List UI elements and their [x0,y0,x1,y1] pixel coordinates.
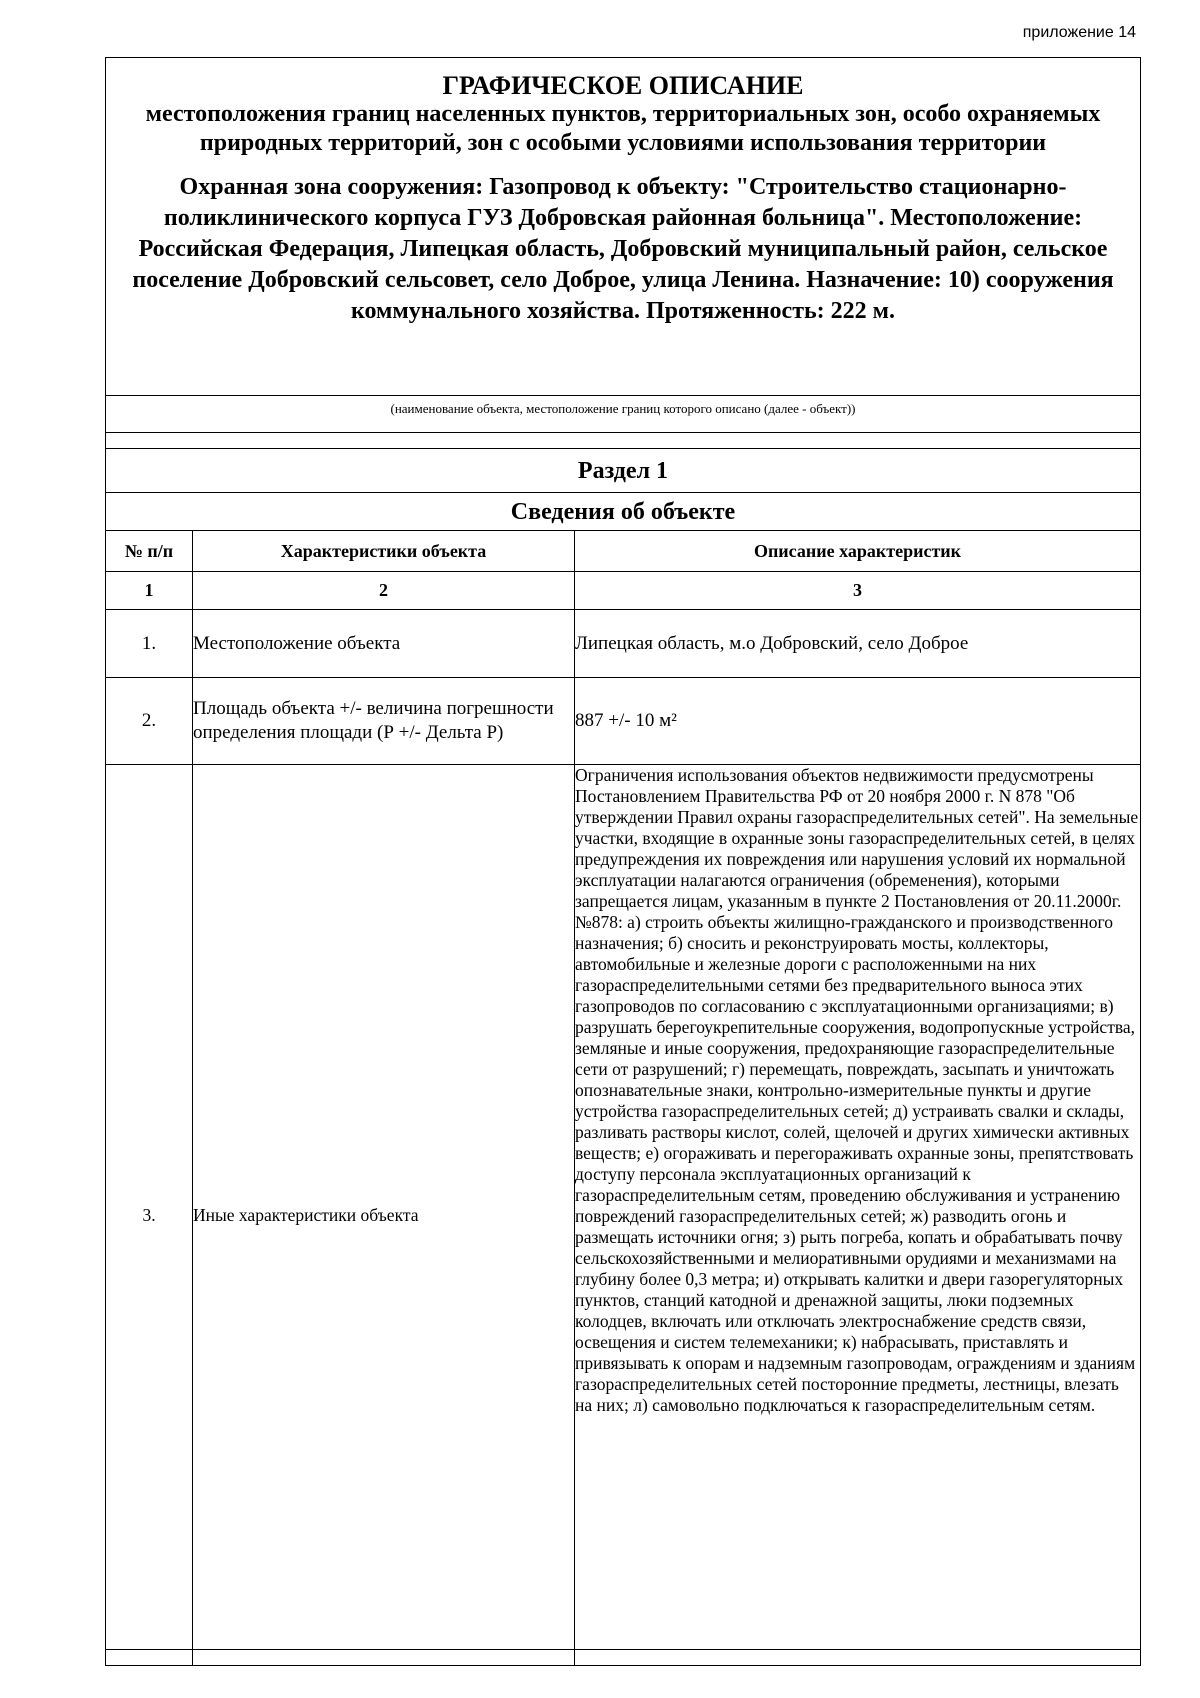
document-frame [105,57,1141,1650]
column-number: 1 [106,572,193,610]
document-header [106,58,1140,327]
characteristic-value: 887 +/- 10 м² [575,678,1141,765]
characteristic-value: Ограничения использования объектов недвижимости предусмотрены Постановлением Правительства РФ от 20 ноября 2000 г. N 878 "Об утверждении Правил охраны газораспределительных сетей". На земельные участки, входящие в охранные зоны газораспределительных сетей, в целях предупреждения их повреждения или нарушения условий их нормальной эксплуатации налагаются ограничения (обременения), которыми запрещается лицам, указанным в пункте 2 Постановления от 20.11.2000г. №878: а) строить объекты жилищно-гражданского и производственного назначения; б) сносить и реконструировать мосты, коллекторы, автомобильные и железные дороги с расположенными на них газораспределительными сетями без предварительного выноса этих газопроводов по согласованию с эксплуатационными организациями; в) разрушать берегоукрепительные сооружения, водопропускные устройства, земляные и иные сооружения, предохраняющие газораспределительные сети от разрушений; г) перемещать, повреждать, засыпать и уничтожать опознавательные знаки, контрольно-измерительные пункты и другие устройства газораспределительных сетей; д) устраивать свалки и склады, разливать растворы кислот, солей, щелочей и других химически активных веществ; е) огораживать и перегораживать охранные зоны, препятствовать доступу персонала эксплуатационных организаций к газораспределительным сетям, проведению обслуживания и устранению повреждений газораспределительных сетей; ж) разводить огонь и размещать источники огня; з) рыть погреба, копать и обрабатывать почву сельскохозяйственными и мелиоративными орудиями и механизмами на глубину более 0,3 метра; и) открывать калитки и двери газорегуляторных пунктов, станций катодной и дренажной защиты, люки подземных колодцев, включать или отключать электроснабжение средств связи, освещения и систем телемеханики; к) набрасывать, приставлять и привязывать к опорам и надземным газопроводам, ограждениям и зданиям газораспределительных сетей посторонние предметы, лестницы, влезать на них; л) самовольно подключаться к газораспределительным сетям. [575,765,1141,1666]
row-number: 2. [106,678,193,765]
characteristic-value: Липецкая область, м.о Добровский, село Доброе [575,610,1141,678]
header-cell-description: Описание характеристик [575,531,1141,572]
table-row [106,765,1141,1666]
characteristic-name: Иные характеристики объекта [193,765,575,1666]
header-cell-number: № п/п [106,531,193,572]
column-number: 3 [575,572,1141,610]
document-title: ГРАФИЧЕСКОЕ ОПИСАНИЕ [442,71,804,100]
document-subtitle: местоположения границ населенных пунктов, территориальных зон, особо охраняемых природных территорий, зон с особыми условиями использования территории [145,101,1101,156]
characteristic-name: Местоположение объекта [193,610,575,678]
row-number: 1. [106,610,193,678]
appendix-label: приложение 14 [1022,24,1136,41]
header-divider [106,432,1140,433]
column-number-row [106,572,1141,610]
table-header-row [106,531,1141,572]
object-name: Охранная зона сооружения: Газопровод к объекту: "Строительство стационарно-поликлинического корпуса ГУЗ Добровская районная больница". Местоположение: Российская Федерация, Липецкая область, Добровский муниципальный район, сельское поселение Добровский сельсовет, село Доброе, улица Ленина. Назначение: 10) сооружения коммунального хозяйства. Протяженность: 222 м. [132,174,1114,324]
section-subtitle: Сведения об объекте [106,492,1140,531]
header-cell-characteristic: Характеристики объекта [193,531,575,572]
table-row [106,610,1141,678]
column-number: 2 [193,572,575,610]
object-caption: (наименование объекта, местоположение границ которого описано (далее - объект)) [390,401,856,416]
row-number: 3. [106,765,193,1666]
object-info-table [105,530,1141,1666]
table-row [106,678,1141,765]
object-name-underline [106,395,1140,396]
section-title: Раздел 1 [106,448,1140,493]
characteristic-name: Площадь объекта +/- величина погрешности определения площади (Р +/- Дельта Р) [193,678,575,765]
